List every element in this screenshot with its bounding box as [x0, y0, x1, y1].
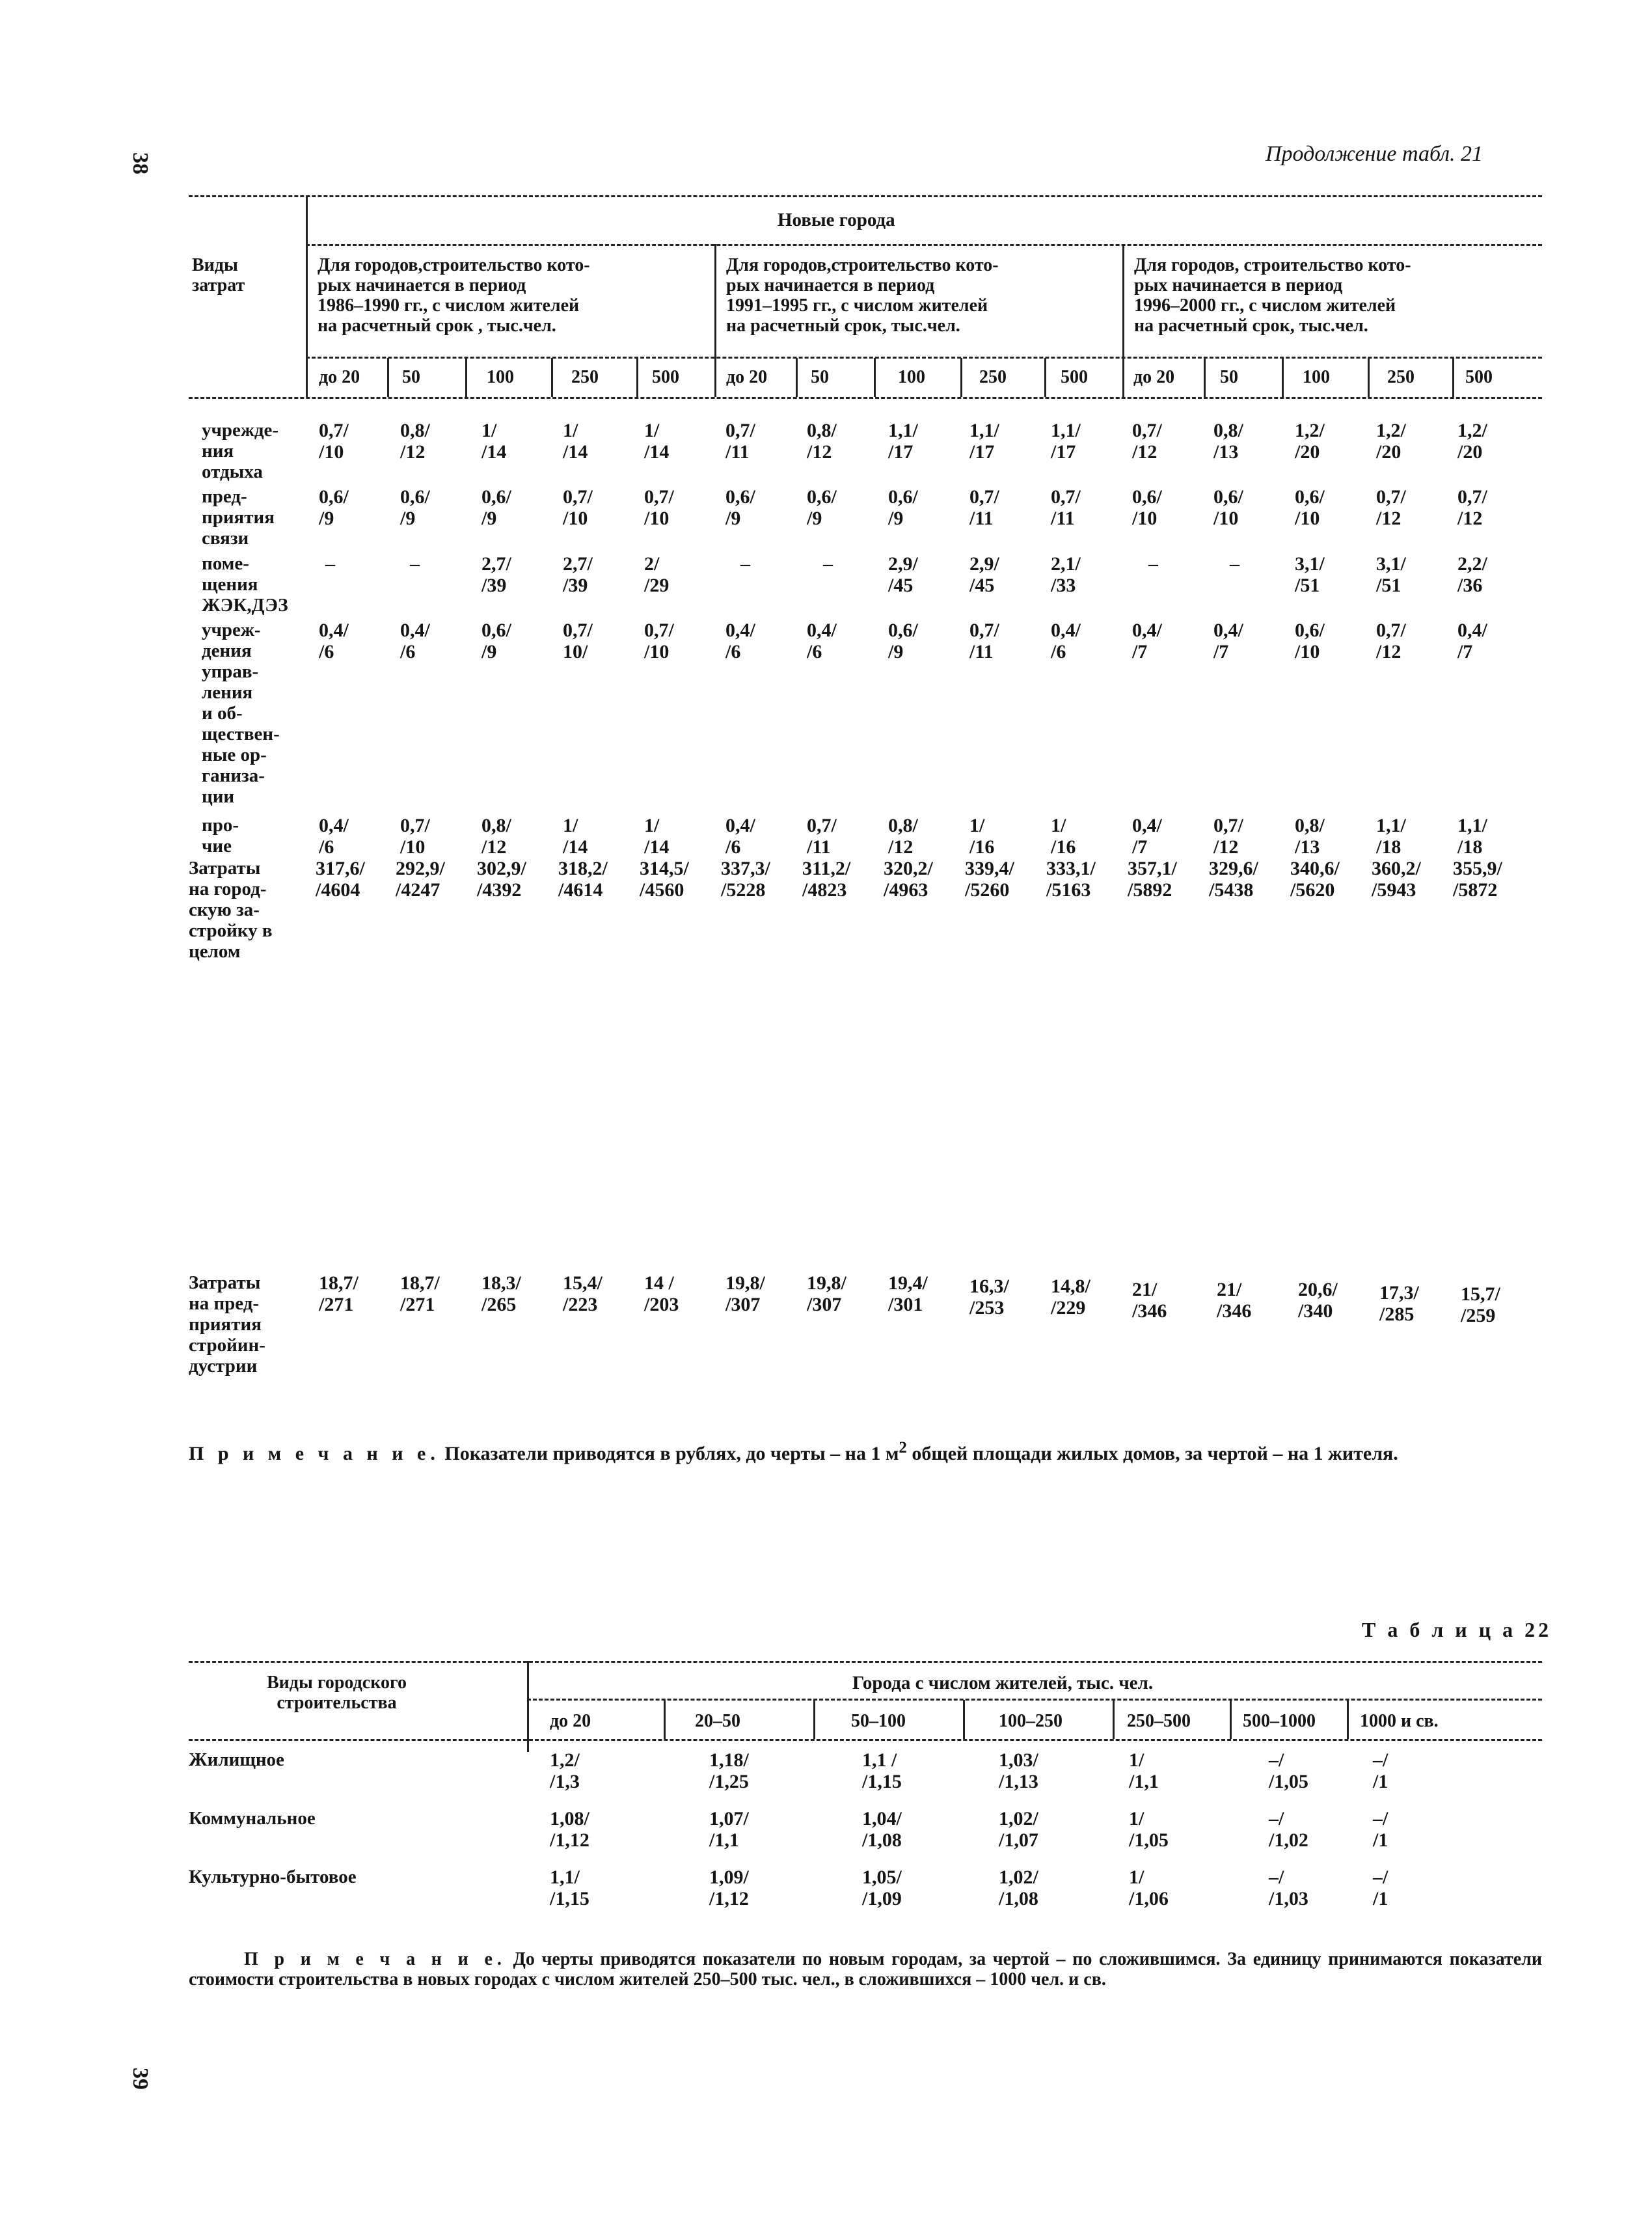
table22-note	[189, 1949, 1542, 1990]
row-label-other: про- чие	[202, 815, 239, 856]
table-cell: 2,1/ /33	[1051, 553, 1081, 596]
table-cell: 1,1/ /17	[1051, 420, 1081, 463]
table-cell: 1,2/ /20	[1376, 420, 1406, 463]
table-cell: 2,7/ /39	[563, 553, 593, 596]
table-cell: 320,2/ /4963	[884, 858, 933, 901]
table-cell: 1,02/ /1,07	[999, 1808, 1038, 1851]
table-cell: 19,4/ /301	[888, 1272, 928, 1315]
table-cell: 0,7/ /11	[969, 620, 999, 663]
row-label-construction-industry: Затраты на пред- приятия стройин- дустрии	[189, 1272, 265, 1376]
note-superscript: 2	[899, 1439, 907, 1456]
col-p3-500: 500	[1465, 367, 1493, 387]
col-p2-100: 100	[898, 367, 925, 387]
table-cell: 14,8/ /229	[1051, 1276, 1090, 1319]
table-cell: 1,04/ /1,08	[862, 1808, 902, 1851]
note-lead: П р и м е ч а н и е.	[189, 1443, 440, 1464]
table-cell: 1/ /14	[563, 420, 588, 463]
table-cell: 0,7/ /10	[644, 486, 674, 529]
table-cell: 0,7/ /12	[1132, 420, 1162, 463]
col-p1-500: 500	[652, 367, 679, 387]
table-cell: 0,4/ /6	[725, 620, 755, 663]
table-cell: 15,7/ /259	[1461, 1283, 1500, 1326]
table-cell: 311,2/ /4823	[802, 858, 851, 901]
table-cell: 0,4/ /7	[1457, 620, 1487, 663]
table-cell: 0,7/ /12	[1376, 620, 1406, 663]
continuation-caption: Продолжение табл. 21	[1266, 142, 1483, 166]
table-cell: 1,09/ /1,12	[709, 1867, 749, 1909]
table-cell: –	[823, 553, 833, 575]
table-cell: 2,2/ /36	[1457, 553, 1487, 596]
table-cell: 0,4/ /7	[1213, 620, 1243, 663]
table-cell: 0,4/ /7	[1132, 620, 1162, 663]
table-cell: 0,4/ /6	[1051, 620, 1081, 663]
table-cell: 0,6/ /9	[481, 486, 511, 529]
table-cell: 18,7/ /271	[400, 1272, 440, 1315]
table-cell: 0,6/ /9	[400, 486, 430, 529]
table21-period-2: Для городов,строительство кото- рых начинается в период 1991–1995 гг., с числом жителей на расчетный срок, тыс.чел.	[726, 255, 999, 336]
table-cell: 1,1 / /1,15	[862, 1749, 902, 1792]
col-100-250: 100–250	[999, 1711, 1063, 1731]
table-cell: 19,8/ /307	[807, 1272, 846, 1315]
table-cell: 1/ /14	[644, 420, 670, 463]
table-cell: 2,9/ /45	[888, 553, 918, 596]
col-1000-plus: 1000 и св.	[1360, 1711, 1439, 1731]
row-label-rest: учрежде- ния отдыха	[202, 420, 279, 482]
table-cell: 17,3/ /285	[1379, 1282, 1419, 1325]
col-p1-100: 100	[487, 367, 514, 387]
table-cell: –	[410, 553, 420, 575]
table-cell: 0,6/ /9	[888, 620, 918, 663]
table-cell: 329,6/ /5438	[1209, 858, 1258, 901]
row-label-communications: пред- приятия связи	[202, 486, 275, 549]
table-cell: 0,6/ /10	[1132, 486, 1162, 529]
table-cell: 292,9/ /4247	[396, 858, 445, 901]
table-cell: 2,9/ /45	[969, 553, 999, 596]
table-cell: 0,4/ /6	[725, 815, 755, 858]
row-label-zhek: поме- щения ЖЭК,ДЭЗ	[202, 553, 288, 616]
row-label-communal: Коммунальное	[189, 1808, 316, 1829]
table-cell: 360,2/ /5943	[1372, 858, 1421, 901]
table-cell: 15,4/ /223	[563, 1272, 603, 1315]
table-cell: 0,8/ /12	[400, 420, 430, 463]
col-do20: до 20	[550, 1711, 591, 1731]
table-cell: 0,4/ /7	[1132, 815, 1162, 858]
table-cell: 355,9/ /5872	[1453, 858, 1502, 901]
table-cell: 1,1/ /18	[1376, 815, 1406, 858]
table-cell: 1/ /14	[481, 420, 507, 463]
table-cell: 0,8/ /12	[481, 815, 511, 858]
table-cell: 0,7/ /10	[319, 420, 349, 463]
table-22	[189, 1640, 1549, 1965]
table-cell: 0,6/ /9	[481, 620, 511, 663]
table-cell: 1,2/ /1,3	[550, 1749, 580, 1792]
table-cell: 0,7/ /11	[969, 486, 999, 529]
table-cell: 317,6/ /4604	[316, 858, 365, 901]
table22-stub-header: Виды городского строительства	[267, 1673, 407, 1713]
table-cell: 1/ /1,1	[1129, 1749, 1159, 1792]
col-p2-500: 500	[1061, 367, 1088, 387]
table-cell: 340,6/ /5620	[1290, 858, 1340, 901]
table-cell: 1,2/ /20	[1457, 420, 1487, 463]
table-cell: 0,6/ /9	[888, 486, 918, 529]
table-cell: 357,1/ /5892	[1128, 858, 1177, 901]
note-text: До черты приводятся показатели по новым городам, за чертой – по сложившимся. За единицу принимаются показатели стоимости строительства в новых городах с числом жителей 250–500 тыс. чел., в сложившихся – 1000 чел. и св.	[189, 1949, 1543, 1990]
table-cell: 1,1/ /18	[1457, 815, 1487, 858]
col-p2-50: 50	[811, 367, 829, 387]
table-cell: 3,1/ /51	[1376, 553, 1406, 596]
table-cell: 1,03/ /1,13	[999, 1749, 1038, 1792]
page-number-bottom: 39	[128, 2068, 152, 2090]
row-label-housing: Жилищное	[189, 1749, 284, 1770]
col-50-100: 50–100	[851, 1711, 906, 1731]
col-p2-do20: до 20	[726, 367, 768, 387]
table-cell: 0,4/ /6	[400, 620, 430, 663]
table-cell: 18,7/ /271	[319, 1272, 359, 1315]
table-cell: 1,1/ /17	[969, 420, 999, 463]
table21-stub-header: Виды затрат	[192, 255, 245, 295]
table-cell: 1/ /1,05	[1129, 1808, 1169, 1851]
table-cell: 0,8/ /13	[1213, 420, 1243, 463]
table-cell: –	[1230, 553, 1239, 575]
table-cell: 1,07/ /1,1	[709, 1808, 749, 1851]
table21-group-header: Новые города	[778, 210, 895, 230]
table-cell: 1,02/ /1,08	[999, 1867, 1038, 1909]
table-cell: 314,5/ /4560	[640, 858, 689, 901]
table-cell: 0,8/ /12	[888, 815, 918, 858]
table-cell: 0,6/ /10	[1295, 620, 1325, 663]
table-cell: 16,3/ /253	[969, 1276, 1009, 1319]
table22-title: Т а б л и ц а 22	[1362, 1618, 1552, 1641]
table-cell: 1,18/ /1,25	[709, 1749, 749, 1792]
table-cell: 0,7/ /12	[1213, 815, 1243, 858]
table-cell: 1,1/ /17	[888, 420, 918, 463]
table-cell: 1,08/ /1,12	[550, 1808, 589, 1851]
table-cell: 21/ /346	[1132, 1279, 1167, 1322]
table-cell: 318,2/ /4614	[558, 858, 608, 901]
table-cell: –	[325, 553, 335, 575]
table-cell: 0,6/ /9	[807, 486, 837, 529]
table-cell: 0,7/ /12	[1457, 486, 1487, 529]
col-p1-do20: до 20	[319, 367, 360, 387]
table-cell: 337,3/ /5228	[721, 858, 770, 901]
col-p1-50: 50	[402, 367, 420, 387]
table-cell: –	[740, 553, 750, 575]
table21-note	[189, 1437, 1555, 1464]
table-cell: 0,7/ /11	[807, 815, 837, 858]
table-cell: 1/ /16	[1051, 815, 1076, 858]
col-250-500: 250–500	[1127, 1711, 1191, 1731]
table-cell: –/ /1,05	[1269, 1749, 1308, 1792]
table-cell: 0,7/ /11	[725, 420, 755, 463]
table-cell: 1,1/ /1,15	[550, 1867, 589, 1909]
table-cell: 339,4/ /5260	[965, 858, 1014, 901]
table-cell: –/ /1	[1373, 1808, 1388, 1851]
table-cell: 1/ /16	[969, 815, 995, 858]
table-cell: –/ /1,02	[1269, 1808, 1308, 1851]
note-text-a: Показатели приводятся в рублях, до черты – на 1 м	[439, 1443, 899, 1464]
col-p3-100: 100	[1303, 367, 1330, 387]
table-cell: 0,6/ /10	[1213, 486, 1243, 529]
row-label-cultural: Культурно-бытовое	[189, 1867, 357, 1887]
table-cell: 0,7/ /10	[644, 620, 674, 663]
page-number-top: 38	[128, 152, 152, 174]
table-cell: 0,6/ /9	[319, 486, 349, 529]
table-cell: 302,9/ /4392	[477, 858, 526, 901]
table-cell: 18,3/ /265	[481, 1272, 521, 1315]
col-20-50: 20–50	[695, 1711, 740, 1731]
table-cell: 0,8/ /12	[807, 420, 837, 463]
col-p1-250: 250	[571, 367, 599, 387]
table-cell: 0,4/ /6	[319, 620, 349, 663]
table-cell: 2/ /29	[644, 553, 670, 596]
table-cell: 1,05/ /1,09	[862, 1867, 902, 1909]
table-cell: 20,6/ /340	[1298, 1279, 1338, 1322]
table-cell: –/ /1	[1373, 1867, 1388, 1909]
col-500-1000: 500–1000	[1243, 1711, 1316, 1731]
table-cell: 3,1/ /51	[1295, 553, 1325, 596]
col-p2-250: 250	[979, 367, 1007, 387]
table-21	[189, 195, 1549, 1399]
table-cell: 0,7/ /10	[563, 486, 593, 529]
table-cell: 19,8/ /307	[725, 1272, 765, 1315]
table-cell: 0,4/ /6	[319, 815, 349, 858]
table-cell: 0,7/ /12	[1376, 486, 1406, 529]
table-cell: 0,8/ /13	[1295, 815, 1325, 858]
table-cell: –	[1148, 553, 1158, 575]
col-p3-do20: до 20	[1133, 367, 1175, 387]
table-cell: 0,7/ /11	[1051, 486, 1081, 529]
table21-period-3: Для городов, строительство кото- рых начинается в период 1996–2000 гг., с числом жителей на расчетный срок, тыс.чел.	[1134, 255, 1411, 336]
table-cell: 21/ /346	[1217, 1279, 1252, 1322]
table-cell: 0,6/ /9	[725, 486, 755, 529]
row-label-city-total: Затраты на город- скую за- стройку в целом	[189, 858, 273, 962]
table-cell: 333,1/ /5163	[1046, 858, 1096, 901]
table21-period-1: Для городов,строительство кото- рых начинается в период 1986–1990 гг., с числом жителей на расчетный срок , тыс.чел.	[318, 255, 590, 336]
table-cell: 1/ /1,06	[1129, 1867, 1169, 1909]
row-label-administration: учреж- дения управ- ления и об- ществен- ные ор- ганиза- ции	[202, 620, 280, 807]
table22-group-header: Города с числом жителей, тыс. чел.	[852, 1673, 1154, 1693]
table-cell: 1/ /14	[644, 815, 670, 858]
table-cell: 0,7/ 10/	[563, 620, 593, 663]
table-cell: 2,7/ /39	[481, 553, 511, 596]
note-lead: П р и м е ч а н и е.	[244, 1949, 506, 1969]
note-text-b: общей площади жилых домов, за чертой – на 1 жителя.	[906, 1443, 1398, 1464]
table-cell: 14 / /203	[644, 1272, 679, 1315]
col-p3-50: 50	[1220, 367, 1238, 387]
col-p3-250: 250	[1387, 367, 1415, 387]
table-cell: 0,7/ /10	[400, 815, 430, 858]
table-cell: –/ /1	[1373, 1749, 1388, 1792]
table-cell: 0,6/ /10	[1295, 486, 1325, 529]
table-cell: 0,4/ /6	[807, 620, 837, 663]
table-cell: 1,2/ /20	[1295, 420, 1325, 463]
table-cell: –/ /1,03	[1269, 1867, 1308, 1909]
table-cell: 1/ /14	[563, 815, 588, 858]
